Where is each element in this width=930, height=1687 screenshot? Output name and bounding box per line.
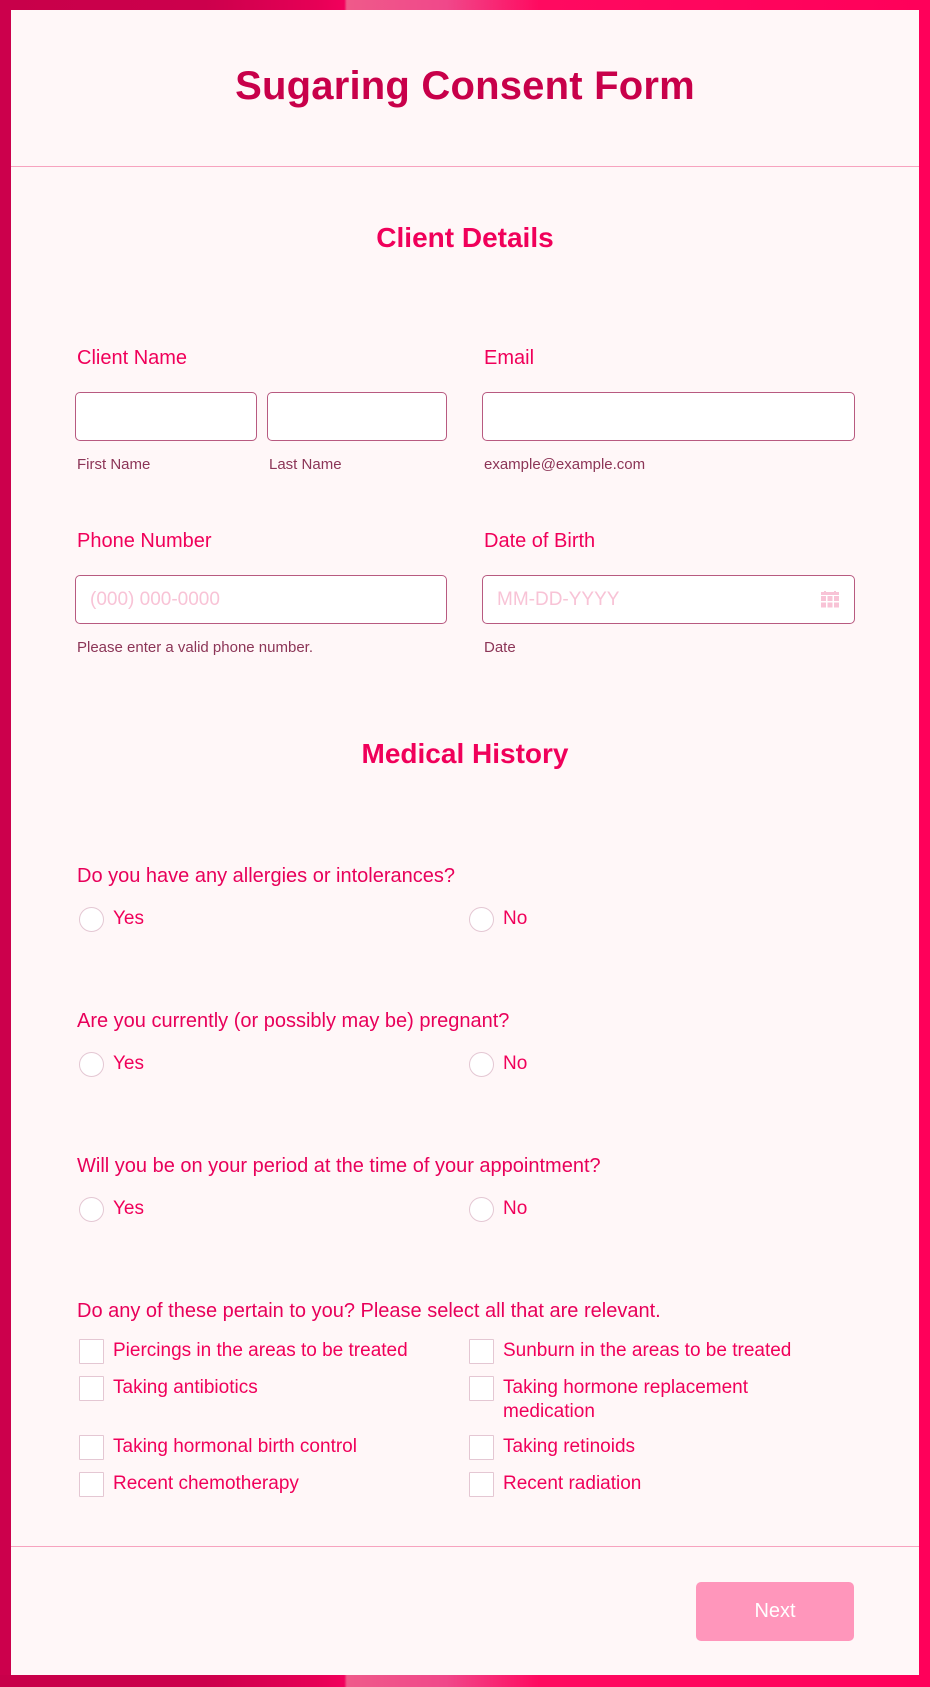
pregnant-no-option[interactable]	[469, 1052, 527, 1077]
radio-button[interactable]	[469, 1052, 494, 1077]
checkbox[interactable]	[469, 1376, 494, 1401]
option-label: No	[503, 1053, 528, 1074]
checkbox[interactable]	[79, 1435, 104, 1460]
checkbox-label: Recent chemotherapy	[113, 1473, 299, 1494]
checkbox-label: Taking retinoids	[503, 1436, 636, 1457]
first-name-sublabel: First Name	[77, 456, 151, 473]
dob-sublabel: Date	[484, 639, 516, 656]
option-label: No	[503, 1198, 528, 1219]
radio-button[interactable]	[79, 1197, 104, 1222]
question-pregnant: Are you currently (or possibly may be) pregnant?	[77, 1010, 510, 1032]
form-title: Sugaring Consent Form	[235, 63, 695, 108]
client-name-label: Client Name	[77, 347, 188, 369]
checkbox-hormone-replacement[interactable]	[469, 1376, 789, 1424]
email-label: Email	[484, 347, 535, 369]
frame-top-border	[0, 0, 930, 10]
option-label: Yes	[113, 1198, 144, 1219]
checkbox-label: Taking antibiotics	[113, 1377, 258, 1398]
question-allergies: Do you have any allergies or intolerances?	[77, 865, 455, 887]
calendar-icon[interactable]	[821, 591, 839, 608]
option-label: No	[503, 908, 528, 929]
checkbox[interactable]	[79, 1339, 104, 1364]
email-sublabel: example@example.com	[484, 456, 646, 473]
checkbox-label: Taking hormone replacement medication	[503, 1377, 749, 1422]
option-label: Yes	[113, 1053, 144, 1074]
checkbox-label: Sunburn in the areas to be treated	[503, 1340, 792, 1361]
question-period: Will you be on your period at the time of your appointment?	[77, 1155, 601, 1177]
checkbox-piercings[interactable]	[79, 1339, 408, 1364]
frame-bottom-border	[0, 1675, 930, 1687]
pregnant-yes-option[interactable]	[79, 1052, 144, 1077]
checkbox-birth-control[interactable]	[79, 1435, 357, 1460]
period-no-option[interactable]	[469, 1197, 527, 1222]
checkbox[interactable]	[469, 1435, 494, 1460]
last-name-input[interactable]	[267, 392, 447, 441]
checkbox-label: Recent radiation	[503, 1473, 642, 1494]
last-name-sublabel: Last Name	[269, 456, 342, 473]
checkbox[interactable]	[469, 1339, 494, 1364]
radio-button[interactable]	[79, 907, 104, 932]
radio-button[interactable]	[469, 1197, 494, 1222]
first-name-input[interactable]	[75, 392, 257, 441]
question-pertain-checklist: Do any of these pertain to you? Please select all that are relevant.	[77, 1300, 661, 1322]
checkbox[interactable]	[79, 1376, 104, 1401]
frame-left-border	[0, 0, 11, 1687]
checkbox[interactable]	[469, 1472, 494, 1497]
checkbox-antibiotics[interactable]	[79, 1376, 258, 1401]
phone-sublabel: Please enter a valid phone number.	[77, 639, 313, 656]
checkbox-retinoids[interactable]	[469, 1435, 635, 1460]
phone-label: Phone Number	[77, 530, 212, 552]
form-page	[11, 10, 919, 1675]
checkbox-sunburn[interactable]	[469, 1339, 791, 1364]
email-input[interactable]	[482, 392, 855, 441]
allergies-no-option[interactable]	[469, 907, 527, 932]
dob-input[interactable]	[482, 575, 855, 624]
form-header	[11, 10, 919, 167]
dob-label: Date of Birth	[484, 530, 596, 552]
radio-button[interactable]	[79, 1052, 104, 1077]
section-heading-client-details: Client Details	[376, 222, 554, 253]
checkbox-label: Piercings in the areas to be treated	[113, 1340, 408, 1361]
frame-right-border	[919, 0, 930, 1687]
allergies-yes-option[interactable]	[79, 907, 144, 932]
checkbox-chemotherapy[interactable]	[79, 1472, 299, 1497]
checkbox[interactable]	[79, 1472, 104, 1497]
footer-divider	[11, 1546, 919, 1547]
checkbox-label: Taking hormonal birth control	[113, 1436, 357, 1457]
checkbox-radiation[interactable]	[469, 1472, 641, 1497]
next-button[interactable]: Next	[696, 1582, 854, 1641]
radio-button[interactable]	[469, 907, 494, 932]
phone-input[interactable]	[75, 575, 447, 624]
option-label: Yes	[113, 908, 144, 929]
period-yes-option[interactable]	[79, 1197, 144, 1222]
section-heading-medical-history: Medical History	[361, 738, 569, 769]
